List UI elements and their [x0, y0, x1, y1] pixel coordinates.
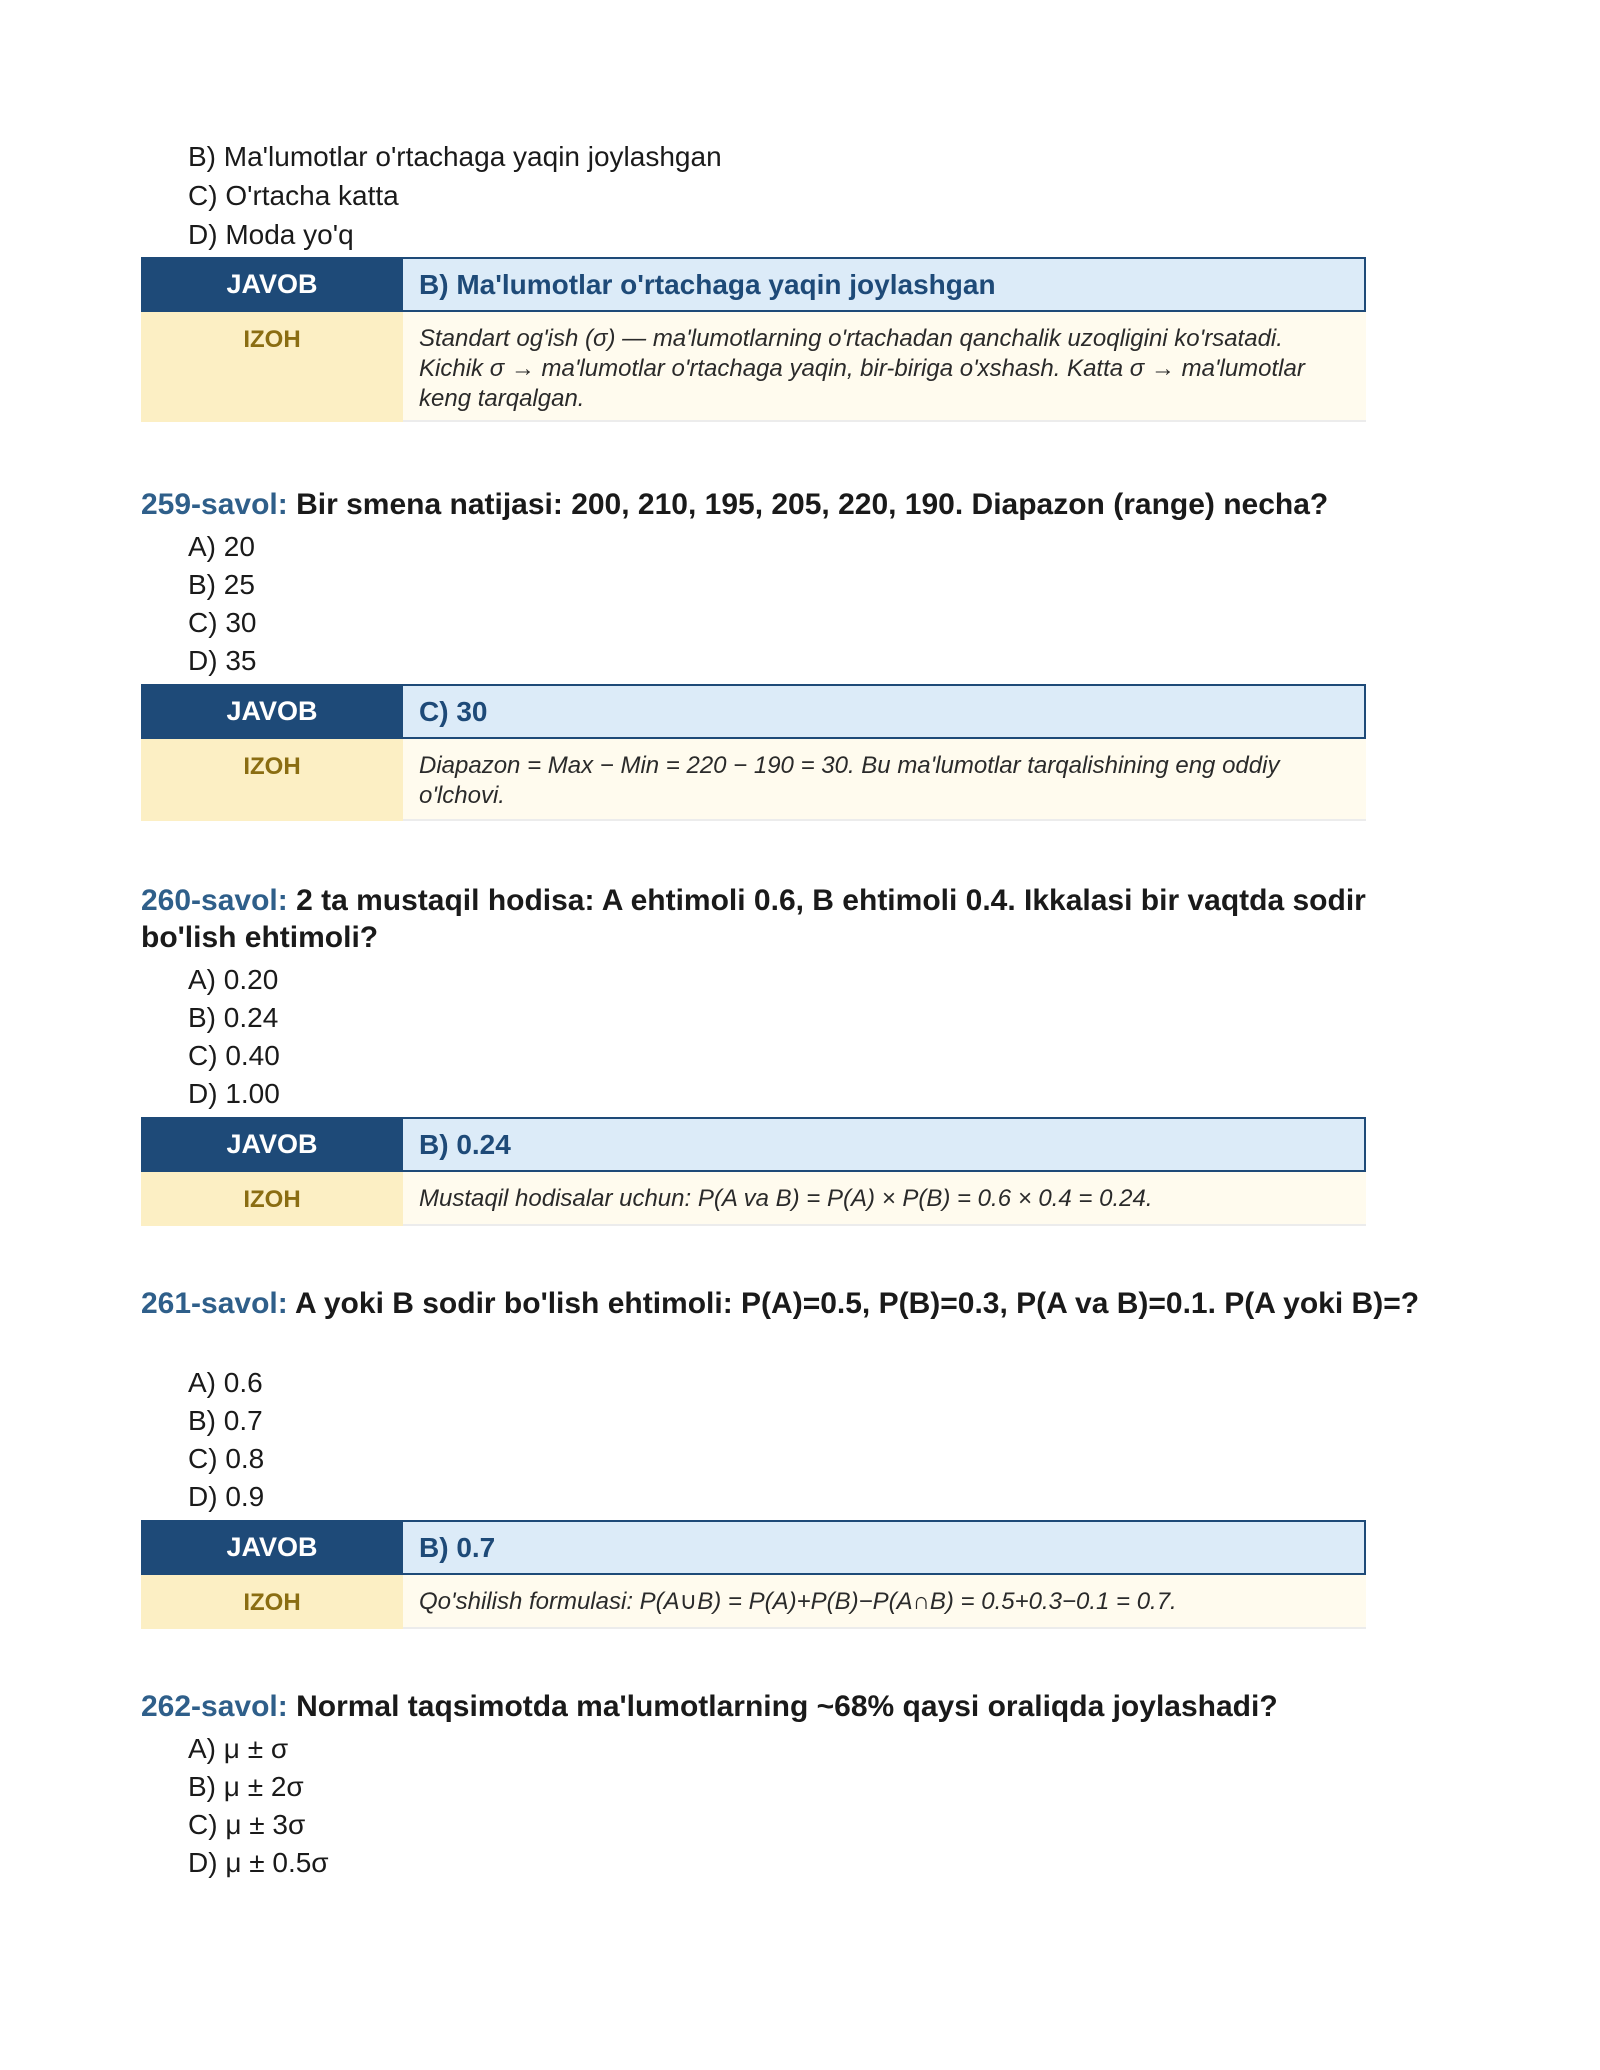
- izoh-row: [141, 1172, 1366, 1226]
- javob-row: [141, 257, 1366, 312]
- question-text: 2 ta mustaqil hodisa: A ehtimoli 0.6, B ehtimoli 0.4. Ikkalasi bir vaqtda sodir bo'lish ehtimoli?: [141, 884, 1366, 954]
- option-a: A) 0.6: [188, 1367, 263, 1398]
- javob-value: C) 30: [403, 684, 1366, 739]
- answer-block: [141, 257, 1366, 422]
- question-number: 259-savol:: [141, 488, 288, 521]
- option-d: D) 35: [188, 645, 257, 676]
- question-title: [141, 1285, 1441, 1322]
- question-text: Normal taqsimotda ma'lumotlarning ~68% qaysi oraliqda joylashadi?: [296, 1690, 1278, 1723]
- question-title: [141, 1688, 1441, 1725]
- izoh-row: [141, 739, 1366, 821]
- javob-label: JAVOB: [141, 1520, 403, 1575]
- option-d: D) μ ± 0.5σ: [188, 1847, 329, 1878]
- option-a: A) 0.20: [188, 964, 279, 995]
- question-number: 262-savol:: [141, 1690, 288, 1723]
- question-title: [141, 486, 1441, 523]
- answer-block: [141, 684, 1366, 821]
- izoh-row: [141, 1575, 1366, 1629]
- question-text: Bir smena natijasi: 200, 210, 195, 205, 220, 190. Diapazon (range) necha?: [296, 488, 1329, 521]
- option-a: A) μ ± σ: [188, 1733, 289, 1764]
- izoh-label: IZOH: [141, 312, 403, 422]
- izoh-label: IZOH: [141, 1575, 403, 1629]
- question-number: 260-savol:: [141, 884, 288, 917]
- javob-value: B) 0.7: [403, 1520, 1366, 1575]
- option-b: B) 25: [188, 569, 255, 600]
- izoh-value: Diapazon = Max − Min = 220 − 190 = 30. Bu ma'lumotlar tarqalishining eng oddiy o'lchovi.: [403, 739, 1366, 821]
- izoh-value: Standart og'ish (σ) — ma'lumotlarning o'rtachadan qanchalik uzoqligini ko'rsatadi. Kichik σ → ma'lumotlar o'rtachaga yaqin, bir-biriga o'xshash. Katta σ → ma'lumotlar keng tarqalgan.: [403, 312, 1366, 422]
- izoh-label: IZOH: [141, 739, 403, 821]
- option-c: C) O'rtacha katta: [188, 180, 399, 211]
- izoh-row: [141, 312, 1366, 422]
- option-c: C) μ ± 3σ: [188, 1809, 306, 1840]
- option-b: B) 0.7: [188, 1405, 263, 1436]
- javob-label: JAVOB: [141, 257, 403, 312]
- answer-block: [141, 1117, 1366, 1226]
- option-d: D) 0.9: [188, 1481, 265, 1512]
- option-c: C) 0.40: [188, 1040, 280, 1071]
- question-title: [141, 882, 1441, 956]
- question-number: 261-savol:: [141, 1287, 288, 1320]
- izoh-value: Mustaqil hodisalar uchun: P(A va B) = P(A) × P(B) = 0.6 × 0.4 = 0.24.: [403, 1172, 1366, 1226]
- option-b: B) Ma'lumotlar o'rtachaga yaqin joylashgan: [188, 141, 722, 172]
- javob-value: B) 0.24: [403, 1117, 1366, 1172]
- izoh-value: Qo'shilish formulasi: P(A∪B) = P(A)+P(B)−P(A∩B) = 0.5+0.3−0.1 = 0.7.: [403, 1575, 1366, 1629]
- javob-label: JAVOB: [141, 1117, 403, 1172]
- javob-value: B) Ma'lumotlar o'rtachaga yaqin joylashgan: [403, 257, 1366, 312]
- option-d: D) 1.00: [188, 1078, 280, 1109]
- javob-row: [141, 1520, 1366, 1575]
- javob-row: [141, 684, 1366, 739]
- javob-row: [141, 1117, 1366, 1172]
- izoh-label: IZOH: [141, 1172, 403, 1226]
- answer-block: [141, 1520, 1366, 1629]
- question-text: A yoki B sodir bo'lish ehtimoli: P(A)=0.5, P(B)=0.3, P(A va B)=0.1. P(A yoki B)=?: [294, 1287, 1420, 1320]
- option-a: A) 20: [188, 531, 255, 562]
- option-b: B) 0.24: [188, 1002, 279, 1033]
- option-c: C) 30: [188, 607, 257, 638]
- javob-label: JAVOB: [141, 684, 403, 739]
- option-b: B) μ ± 2σ: [188, 1771, 304, 1802]
- option-c: C) 0.8: [188, 1443, 265, 1474]
- option-d: D) Moda yo'q: [188, 219, 354, 250]
